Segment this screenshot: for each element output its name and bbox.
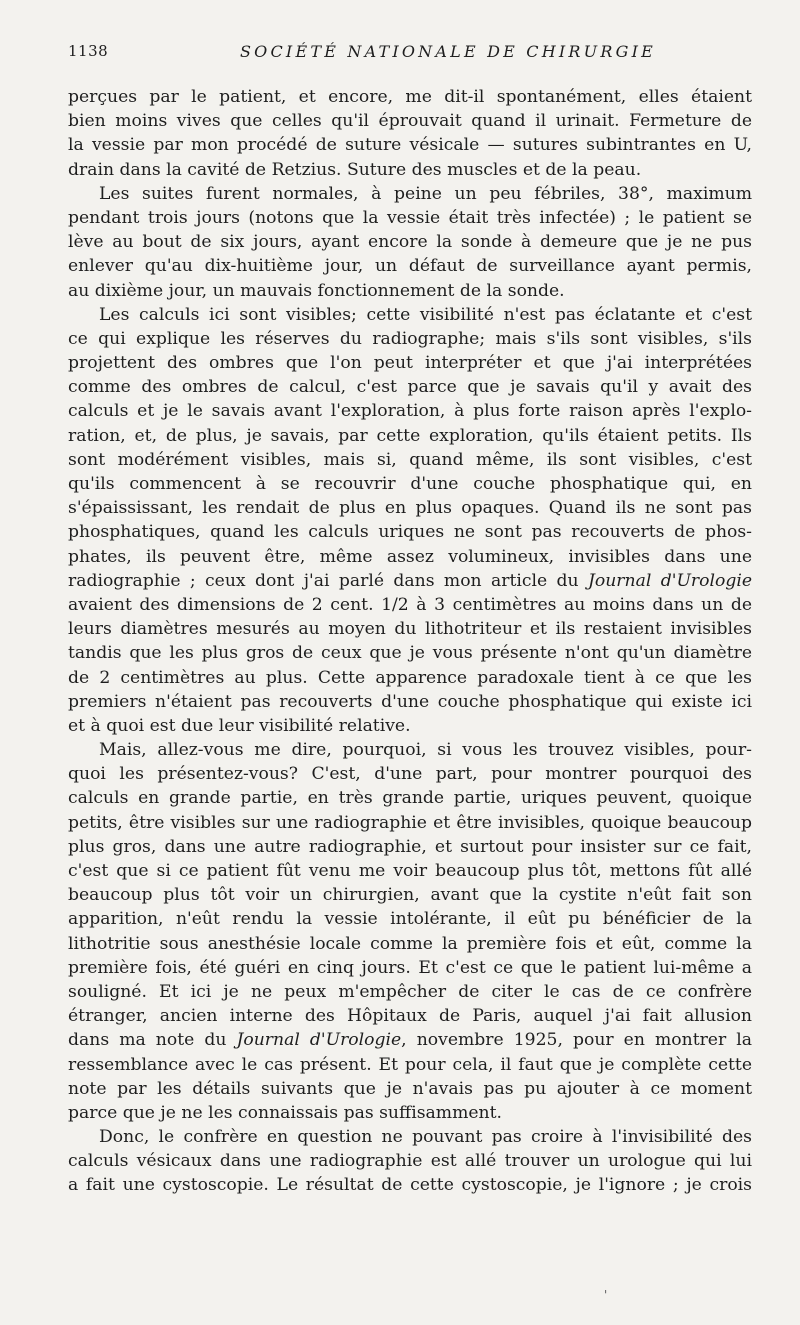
text-line: et à quoi est due leur visibilité relative. [68,715,411,736]
page-number: 1138 [68,42,109,60]
line-text: dans ma note du [68,1030,227,1051]
paragraph-start-line: Mais, allez-vous me dire, pourquoi, si vous les trouvez visibles, pour- [99,740,752,761]
text-line: souligné. Et ici je ne peux m'empêcher de citer le cas de ce confrère [68,981,752,1002]
line-text: radiographie ; ceux dont j'ai parlé dans mon article du [68,570,579,591]
text-line-with-journal [68,1028,752,1052]
journal-title: Journal d'Urologie [236,1030,402,1051]
text-line: perçues par le patient, et encore, me dit-il spontanément, elles étaient [68,87,752,107]
text-line: première fois, été guéri en cinq jours. Et c'est ce que le patient lui-même a [68,957,752,978]
running-title: SOCIÉTÉ NATIONALE DE CHIRURGIE [240,42,656,61]
text-line: a fait une cystoscopie. Le résultat de cette cystoscopie, je l'ignore ; je crois [68,1175,752,1196]
text-line: sont modérément visibles, mais si, quand même, ils sont visibles, c'est [68,449,752,470]
text-line: étranger, ancien interne des Hôpitaux de Paris, auquel j'ai fait allusion [68,1006,752,1027]
text-line: quoi les présentez-vous? C'est, d'une part, pour montrer pourquoi des [68,764,752,785]
text-line: lithotritie sous anesthésie locale comme la première fois et eût, comme la [68,933,752,954]
paragraph-start-line: Donc, le confrère en question ne pouvant pas croire à l'invisibilité des [99,1127,752,1148]
text-line: la vessie par mon procédé de suture vésicale — sutures subintrantes en U, [68,135,752,156]
text-line: s'épaississant, les rendait de plus en plus opaques. Quand ils ne sont pas [68,498,752,519]
text-line: calculs en grande partie, en très grande partie, uriques peuvent, quoique [68,788,752,809]
text-line: ration, et, de plus, je savais, par cette exploration, qu'ils étaient petits. Ils [68,425,752,446]
text-line: ressemblance avec le cas présent. Et pour cela, il faut que je complète cette [68,1054,752,1075]
text-line: drain dans la cavité de Retzius. Suture des muscles et de la peau. [68,159,642,180]
text-line: calculs vésicaux dans une radiographie est allé trouver un urologue qui lui [68,1151,752,1172]
text-line: qu'ils commencent à se recouvrir d'une couche phosphatique qui, en [68,474,752,494]
text-line: c'est que si ce patient fût venu me voir beaucoup plus tôt, mettons fût allé [68,861,752,881]
paragraph-start-line: Les calculs ici sont visibles; cette visibilité n'est pas éclatante et c'est [99,304,752,325]
text-line: pendant trois jours (notons que la vessie était très infectée) ; le patient se [68,207,752,228]
text-line: beaucoup plus tôt voir un chirurgien, avant que la cystite n'eût fait son [68,885,752,906]
text-line: plus gros, dans une autre radiographie, et surtout pour insister sur ce fait, [68,836,752,857]
text-line: ce qui explique les réserves du radiographe; mais s'ils sont visibles, s'ils [68,328,752,349]
text-line: de 2 centimètres au plus. Cette apparence paradoxale tient à ce que les [68,667,752,688]
text-line: tandis que les plus gros de ceux que je vous présente n'ont qu'un diamètre [68,643,752,664]
text-line: calculs et je le savais avant l'exploration, à plus forte raison après l'explo- [68,401,752,422]
text-line: petits, être visibles sur une radiographie et être invisibles, quoique beaucoup [68,812,752,833]
stray-mark: ' [604,1288,608,1302]
text-line: lève au bout de six jours, ayant encore la sonde à demeure que je ne pus [68,232,752,253]
text-line: bien moins vives que celles qu'il éprouvait quand il urinait. Fermeture de [68,111,752,132]
paragraph-start-line: Les suites furent normales, à peine un peu fébriles, 38°, maximum [99,183,752,204]
body-text [68,85,752,1198]
text-line: premiers n'étaient pas recouverts d'une couche phosphatique qui existe ici [68,691,752,712]
text-line: apparition, n'eût rendu la vessie intolérante, il eût pu bénéficier de la [68,909,752,930]
text-line: phates, ils peuvent être, même assez volumineux, invisibles dans une [68,546,752,567]
text-line: au dixième jour, un mauvais fonctionnement de la sonde. [68,280,565,301]
text-line: comme des ombres de calcul, c'est parce que je savais qu'il y avait des [68,377,752,398]
text-line: note par les détails suivants que je n'avais pas pu ajouter à ce moment [68,1078,752,1099]
text-line: enlever qu'au dix-huitième jour, un défaut de surveillance ayant permis, [68,256,752,277]
text-line: phosphatiques, quand les calculs uriques ne sont pas recouverts de phos- [68,522,752,543]
text-line-with-journal [68,569,752,593]
text-line: parce que je ne les connaissais pas suffisamment. [68,1102,502,1123]
text-line: leurs diamètres mesurés au moyen du lithotriteur et ils restaient invisibles [68,619,752,640]
page-header [68,42,750,66]
journal-title: Journal d'Urologie [588,570,753,591]
text-line: avaient des dimensions de 2 cent. 1/2 à 3 centimètres au moins dans un de [68,594,752,615]
text-line: projettent des ombres que l'on peut interpréter et que j'ai interprétées [68,353,752,374]
line-text: , novembre 1925, pour en montrer la [401,1030,752,1051]
